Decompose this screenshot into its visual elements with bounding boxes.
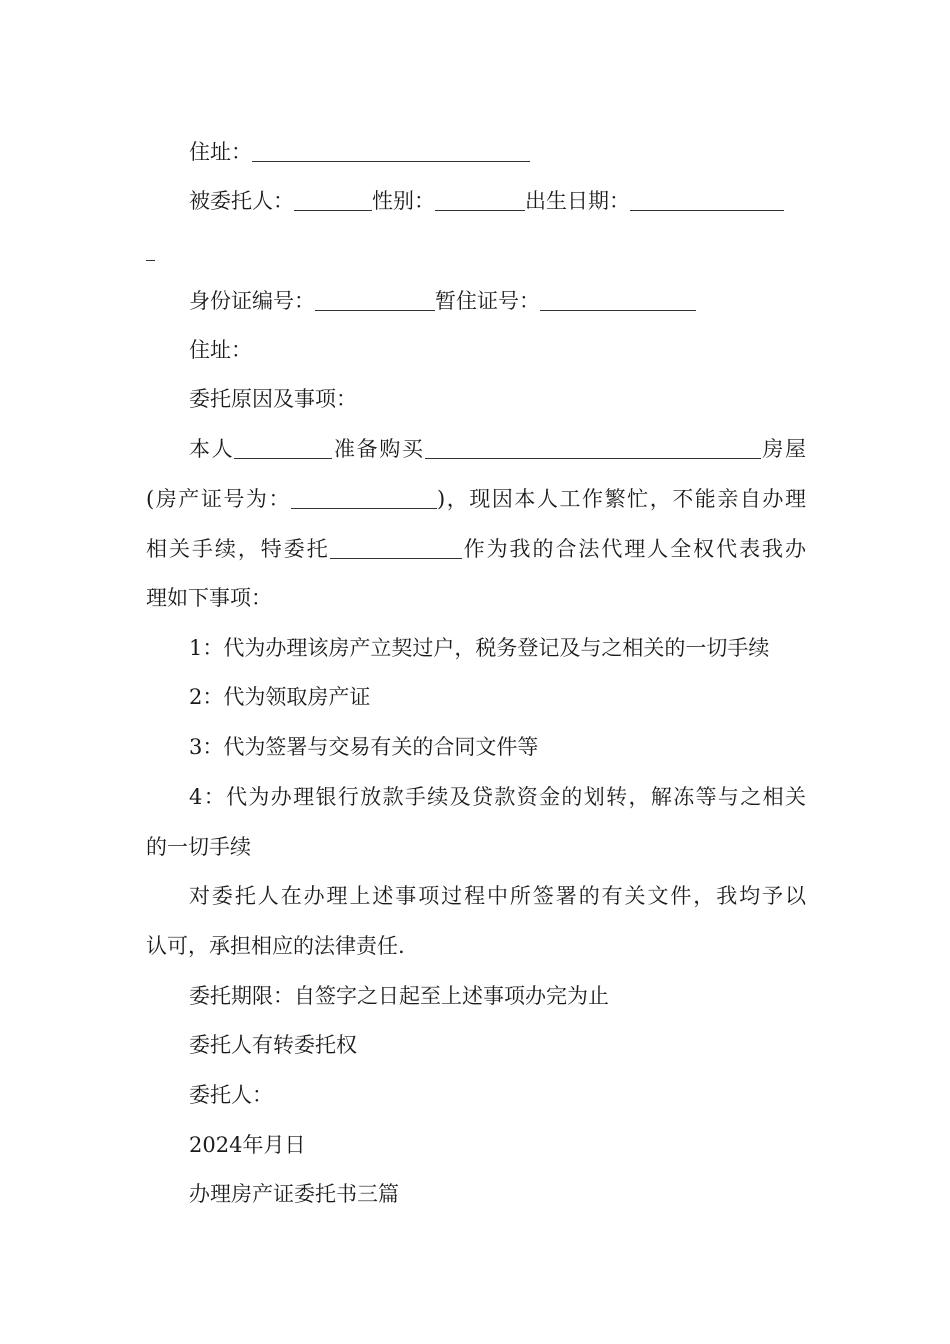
residence-permit-label: 暂住证号： — [435, 289, 540, 313]
item-4: 4：代为办理银行放款手续及贷款资金的划转，解冻等与之相关 — [189, 785, 806, 809]
agent-text-2: 作为我的合法代理人全权代表我办 — [461, 537, 807, 561]
agent-text-1: 相关手续，特委托 — [146, 537, 330, 561]
certificate-line — [146, 484, 806, 514]
date-line: 2024年月日 — [189, 1133, 306, 1157]
agent-line — [146, 534, 806, 564]
birthdate-blank-overflow — [146, 238, 155, 261]
acknowledgement-line-1: 对委托人在办理上述事项过程中所签署的有关文件，我均予以 — [189, 884, 806, 908]
property-blank — [425, 436, 761, 459]
purchase-text-1: 本人 — [189, 437, 235, 461]
id-number-blank — [315, 288, 435, 311]
birthdate-blank-wrap — [146, 236, 806, 266]
section-title: 办理房产证委托书三篇 — [189, 1182, 399, 1206]
buyer-blank — [234, 436, 332, 459]
trustee-line — [189, 186, 806, 216]
agent-blank — [330, 536, 462, 559]
item-1: 1：代为办理该房产立契过户，税务登记及与之相关的一切手续 — [189, 636, 770, 660]
certificate-blank — [291, 486, 437, 509]
birthdate-label: 出生日期： — [525, 189, 630, 213]
birthdate-blank — [630, 188, 784, 211]
acknowledgement-line-2: 认可，承担相应的法律责任. — [146, 934, 405, 958]
principal-signature-line: 委托人： — [189, 1083, 273, 1107]
gender-label: 性别： — [372, 189, 435, 213]
certificate-text-2: )，现因本人工作繁忙，不能亲自办理 — [437, 487, 806, 511]
purchase-text-2: 准备购买 — [332, 437, 425, 461]
trustee-blank — [294, 188, 372, 211]
item-2: 2：代为领取房产证 — [189, 685, 371, 709]
item-3: 3：代为签署与交易有关的合同文件等 — [189, 735, 539, 759]
matters-line: 理如下事项： — [146, 586, 272, 610]
address-blank — [252, 139, 530, 162]
id-number-label: 身份证编号： — [189, 289, 315, 313]
certificate-text-1: (房产证号为： — [146, 487, 292, 511]
residence-permit-blank — [540, 288, 696, 311]
address-line-1 — [189, 137, 806, 167]
purchase-text-3: 房屋 — [760, 437, 807, 461]
item-4-continued: 的一切手续 — [146, 835, 251, 859]
term-line: 委托期限：自签字之日起至上述事项办完为止 — [189, 984, 609, 1008]
address-line-2: 住址： — [189, 338, 252, 362]
id-line — [189, 286, 806, 316]
sub-delegation-line: 委托人有转委托权 — [189, 1033, 357, 1057]
purchase-line — [189, 434, 806, 464]
reason-heading: 委托原因及事项： — [189, 387, 357, 411]
trustee-label: 被委托人： — [189, 189, 294, 213]
address-label: 住址： — [189, 140, 252, 164]
gender-blank — [435, 188, 525, 211]
